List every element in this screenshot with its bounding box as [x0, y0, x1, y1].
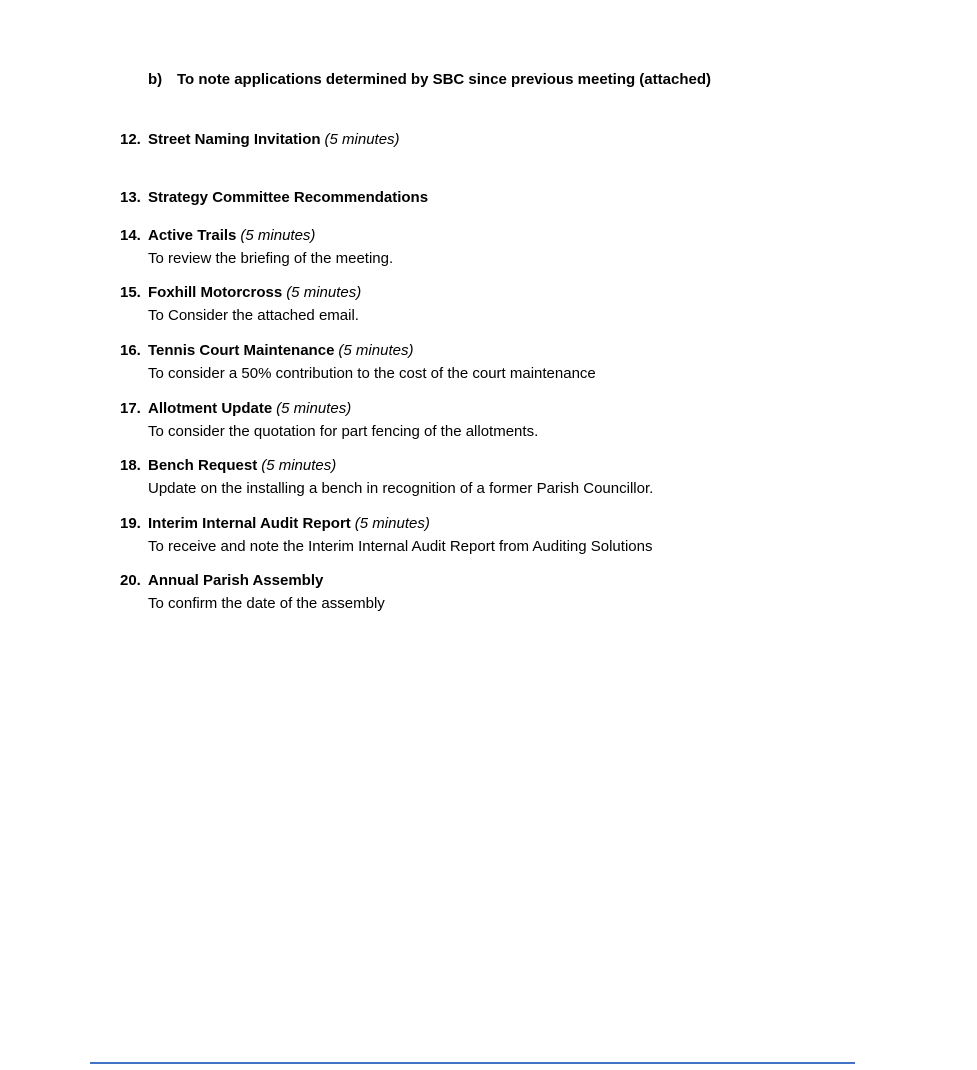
item-title: Allotment Update — [148, 400, 273, 417]
item-duration: (5 minutes) — [286, 284, 362, 301]
item-description: To receive and note the Interim Internal Audit Report from Auditing Solutions — [148, 538, 653, 555]
item-title-line — [120, 339, 596, 362]
item-title: Annual Parish Assembly — [148, 572, 324, 589]
sub-item-label: b) — [148, 71, 163, 88]
item-description: To review the briefing of the meeting. — [148, 250, 394, 267]
item-title-line — [120, 128, 400, 151]
item-number: 20. — [120, 572, 141, 589]
item-title: Foxhill Motorcross — [148, 284, 283, 301]
item-number: 17. — [120, 400, 141, 417]
item-description: To confirm the date of the assembly — [148, 595, 385, 612]
item-title-line — [120, 281, 361, 304]
agenda-item — [120, 397, 538, 443]
sub-item-text: To note applications determined by SBC since previous meeting (attached) — [177, 71, 711, 88]
footer-rule — [90, 1062, 855, 1064]
item-title: Active Trails — [148, 227, 237, 244]
item-title: Interim Internal Audit Report — [148, 515, 351, 532]
agenda-item — [120, 128, 400, 151]
item-title: Tennis Court Maintenance — [148, 342, 335, 359]
item-number: 12. — [120, 131, 141, 148]
item-duration: (5 minutes) — [276, 400, 352, 417]
item-title-line — [120, 397, 538, 420]
item-title-line — [120, 569, 385, 592]
agenda-item — [120, 339, 596, 385]
item-description: To consider the quotation for part fencing of the allotments. — [148, 423, 539, 440]
item-number: 19. — [120, 515, 141, 532]
agenda-item — [120, 224, 393, 270]
agenda-sub-item-b — [148, 68, 711, 91]
item-description: To consider a 50% contribution to the cost of the court maintenance — [148, 365, 596, 382]
agenda-item — [120, 569, 385, 615]
item-number: 14. — [120, 227, 141, 244]
item-duration: (5 minutes) — [354, 515, 430, 532]
agenda-item — [120, 281, 361, 327]
item-duration: (5 minutes) — [261, 457, 337, 474]
item-duration: (5 minutes) — [338, 342, 414, 359]
item-title: Bench Request — [148, 457, 258, 474]
agenda-item — [120, 186, 428, 209]
item-duration: (5 minutes) — [240, 227, 316, 244]
item-duration: (5 minutes) — [324, 131, 400, 148]
agenda-item — [120, 454, 653, 500]
item-title-line — [120, 512, 652, 535]
item-description: To Consider the attached email. — [148, 307, 359, 324]
item-title-line — [120, 454, 653, 477]
item-title: Street Naming Invitation — [148, 131, 321, 148]
item-title-line — [120, 224, 393, 247]
item-title: Strategy Committee Recommendations — [148, 189, 429, 206]
item-number: 16. — [120, 342, 141, 359]
item-description: Update on the installing a bench in recognition of a former Parish Councillor. — [148, 480, 654, 497]
item-number: 18. — [120, 457, 141, 474]
agenda-item — [120, 512, 652, 558]
item-title-line — [120, 186, 428, 209]
item-number: 13. — [120, 189, 141, 206]
item-number: 15. — [120, 284, 141, 301]
